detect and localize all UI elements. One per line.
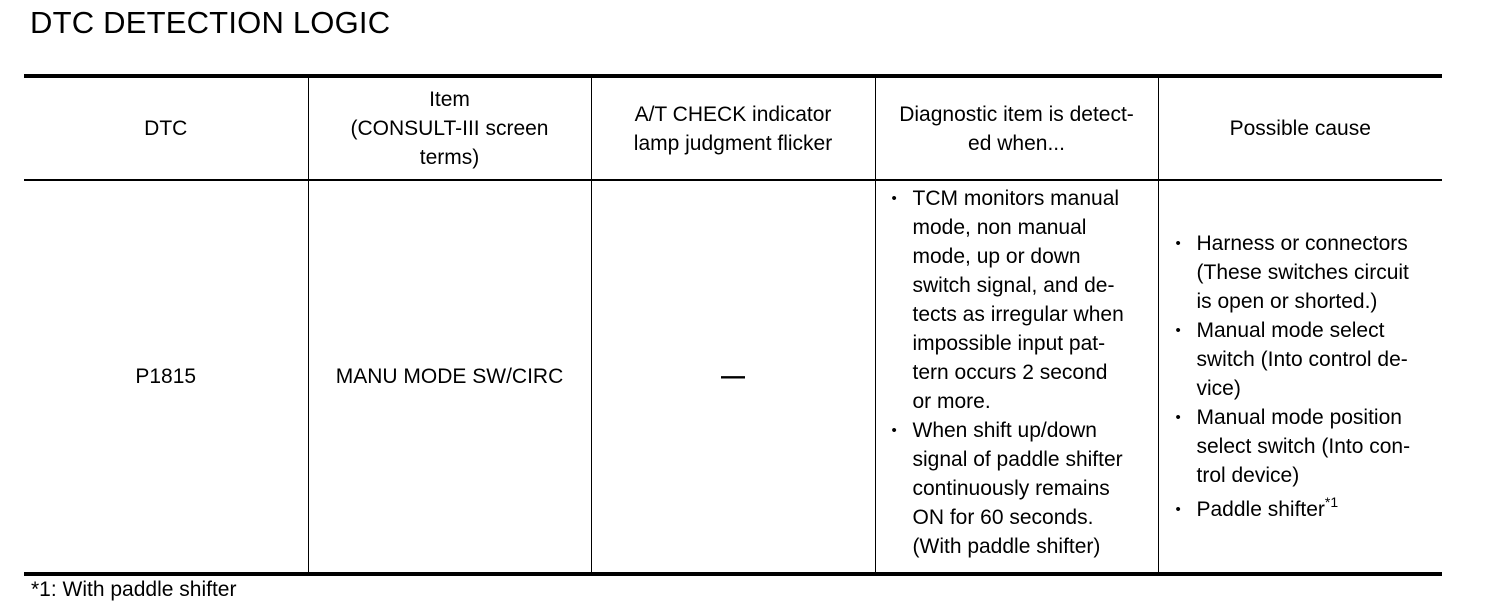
cell-possible-causes bbox=[1158, 180, 1442, 574]
list-item-line: mode, non manual bbox=[912, 216, 1087, 239]
header-lamp-judgment bbox=[591, 76, 875, 180]
footnote-ref: *1 bbox=[1324, 494, 1339, 510]
header-dtc: DTC bbox=[24, 76, 308, 180]
list-item-line: Manual mode select bbox=[1196, 319, 1385, 342]
list-item-line: (With paddle shifter) bbox=[912, 535, 1101, 558]
header-lamp-line: A/T CHECK indicator bbox=[634, 102, 832, 126]
list-item-line: continuously remains bbox=[912, 477, 1110, 500]
list-item-line: Harness or connectors bbox=[1196, 232, 1408, 255]
header-diag-line: ed when... bbox=[968, 131, 1065, 155]
list-item-line: tern occurs 2 second bbox=[912, 361, 1108, 384]
table-row bbox=[24, 180, 1442, 574]
list-item-line: tects as irregular when bbox=[912, 303, 1124, 326]
header-item-line: Item bbox=[429, 88, 470, 111]
header-item-line: terms) bbox=[419, 146, 480, 169]
header-item-line: (CONSULT-III screen bbox=[350, 117, 549, 140]
list-item bbox=[891, 416, 1154, 561]
list-item-line: When shift up/down bbox=[912, 419, 1097, 442]
list-item-line: signal of paddle shifter bbox=[912, 448, 1123, 471]
list-item-line: Manual mode position bbox=[1196, 406, 1402, 429]
list-item bbox=[1175, 403, 1441, 490]
header-possible-cause: Possible cause bbox=[1158, 76, 1442, 180]
header-item bbox=[308, 76, 591, 180]
list-item-line: (These switches circuit bbox=[1196, 261, 1409, 284]
list-item-line: select switch (Into con- bbox=[1196, 435, 1411, 458]
footnote bbox=[31, 576, 236, 604]
list-item-line: switch signal, and de- bbox=[912, 274, 1115, 297]
list-item-line: or more. bbox=[912, 390, 991, 413]
page-title: DTC DETECTION LOGIC bbox=[30, 5, 391, 40]
cause-text: Paddle shifter bbox=[1196, 498, 1325, 521]
diagnostic-list bbox=[876, 184, 1158, 561]
list-item bbox=[891, 184, 1154, 416]
cause-list bbox=[1159, 229, 1443, 524]
list-item bbox=[1175, 229, 1441, 316]
list-item-line: is open or shorted.) bbox=[1196, 290, 1378, 313]
cell-diagnostic-conditions bbox=[875, 180, 1158, 574]
list-item-line: ON for 60 seconds. bbox=[912, 506, 1094, 529]
list-item-line: TCM monitors manual bbox=[912, 187, 1120, 210]
list-item-line: mode, up or down bbox=[912, 245, 1081, 268]
cell-lamp-judgment bbox=[591, 180, 875, 574]
list-item bbox=[1175, 495, 1441, 524]
footnote-text: : With paddle shifter bbox=[50, 578, 237, 601]
header-diag-line: Diagnostic item is detect- bbox=[899, 102, 1134, 126]
header-diagnostic-item bbox=[875, 76, 1158, 180]
dtc-detection-table bbox=[24, 74, 1442, 576]
table-header-row bbox=[24, 76, 1442, 180]
list-item-line: impossible input pat- bbox=[912, 332, 1106, 355]
list-item-line: vice) bbox=[1196, 377, 1241, 400]
header-lamp-line: lamp judgment flicker bbox=[633, 131, 833, 155]
cell-item-name: MANU MODE SW/CIRC bbox=[308, 180, 591, 574]
dash-mark: — bbox=[721, 362, 745, 390]
footnote-mark: *1 bbox=[31, 578, 51, 601]
list-item-line: trol device) bbox=[1196, 464, 1300, 487]
list-item bbox=[1175, 316, 1441, 403]
list-item-line: switch (Into control de- bbox=[1196, 348, 1408, 371]
cell-dtc-code: P1815 bbox=[24, 180, 308, 574]
